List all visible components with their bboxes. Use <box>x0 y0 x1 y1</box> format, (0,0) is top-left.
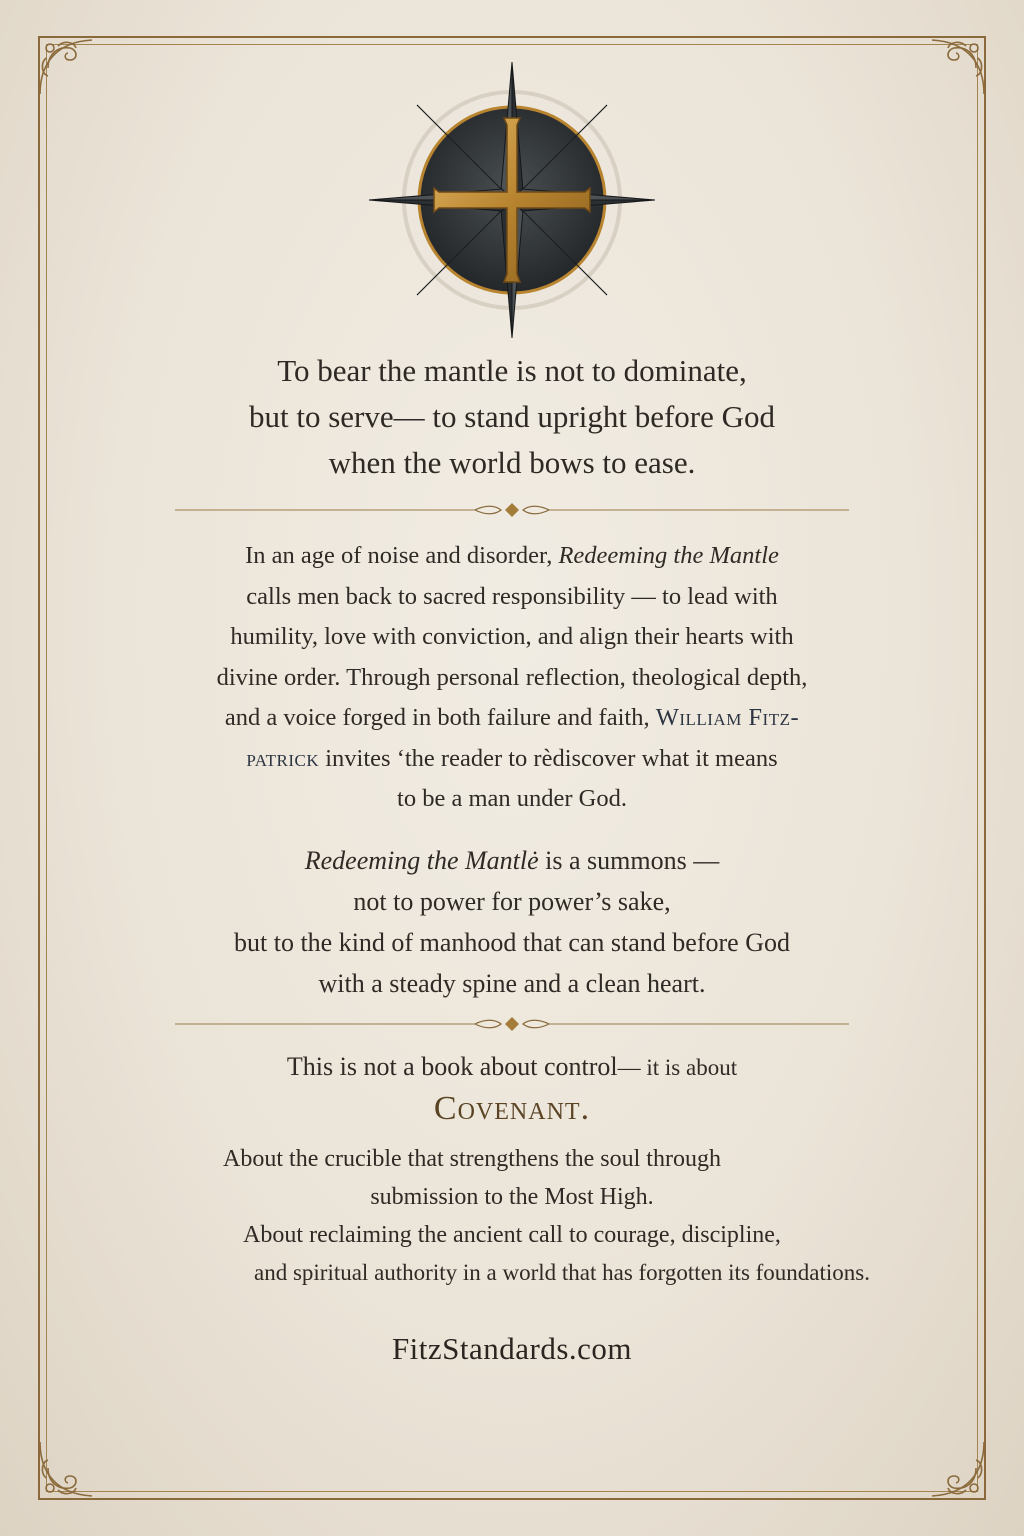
text: This is not a book about control <box>286 1052 618 1081</box>
flourish-corner-icon <box>36 1422 116 1502</box>
intro-line: divine order. Through personal reflection, theological depth, <box>216 663 808 691</box>
covenant-word: Covenant. <box>433 1090 591 1127</box>
intro-line <box>0 698 1024 739</box>
summons-line <box>0 840 1024 881</box>
intro-line: to be a man under God. <box>397 785 627 812</box>
ornament-divider-icon <box>175 1017 849 1031</box>
text: In an age of noise and disorder, <box>245 542 559 569</box>
summons-line: but to the kind of manhood that can stand before God <box>234 928 790 957</box>
book-title: Redeeming the Mantlė <box>304 846 539 875</box>
epigraph-line: when the world bows to ease. <box>328 445 696 480</box>
flourish-corner-icon <box>908 34 988 114</box>
covenant-line: submission to the Most High. <box>370 1184 654 1210</box>
covenant-paragraph <box>0 1140 1024 1292</box>
intro-line <box>0 739 1024 780</box>
intro-paragraph <box>0 536 1024 820</box>
summons-line: with a steady spine and a clean heart. <box>318 969 706 998</box>
text: is a summons — <box>538 846 720 875</box>
intro-line: calls men back to sacred responsibility — to lead with <box>246 582 778 610</box>
author-name: William Fitz- <box>655 704 800 731</box>
compass-cross-icon <box>367 62 657 342</box>
covenant-line: About reclaiming the ancient call to courage, discipline, <box>243 1222 781 1248</box>
summons-line: not to power for power’s sake, <box>353 887 671 916</box>
flourish-corner-icon <box>908 1422 988 1502</box>
flourish-corner-icon <box>36 34 116 114</box>
epigraph <box>0 348 1024 486</box>
covenant-line: and spiritual authority in a world that has forgotten its foundations. <box>253 1260 870 1285</box>
website-link[interactable]: FitzStandards.com <box>391 1331 633 1366</box>
covenant-line: About the crucible that strengthens the soul through <box>223 1146 721 1172</box>
text: invites ‘the reader to rèdiscover what it means <box>319 744 778 772</box>
text: — it is about <box>617 1055 738 1080</box>
text: and a voice forged in both failure and faith, <box>224 704 656 731</box>
covenant-heading <box>0 1048 1024 1131</box>
intro-line: humility, love with conviction, and align their hearts with <box>230 623 794 650</box>
epigraph-line: To bear the mantle is not to dominate, <box>277 353 747 388</box>
author-name: patrick <box>246 744 320 772</box>
intro-line <box>0 536 1024 577</box>
epigraph-line: but to serve— to stand upright before God <box>248 399 776 434</box>
summons-paragraph <box>0 840 1024 1004</box>
covenant-line <box>0 1048 1024 1087</box>
book-title: Redeeming the Mantle <box>558 542 779 569</box>
ornament-divider-icon <box>175 503 849 517</box>
